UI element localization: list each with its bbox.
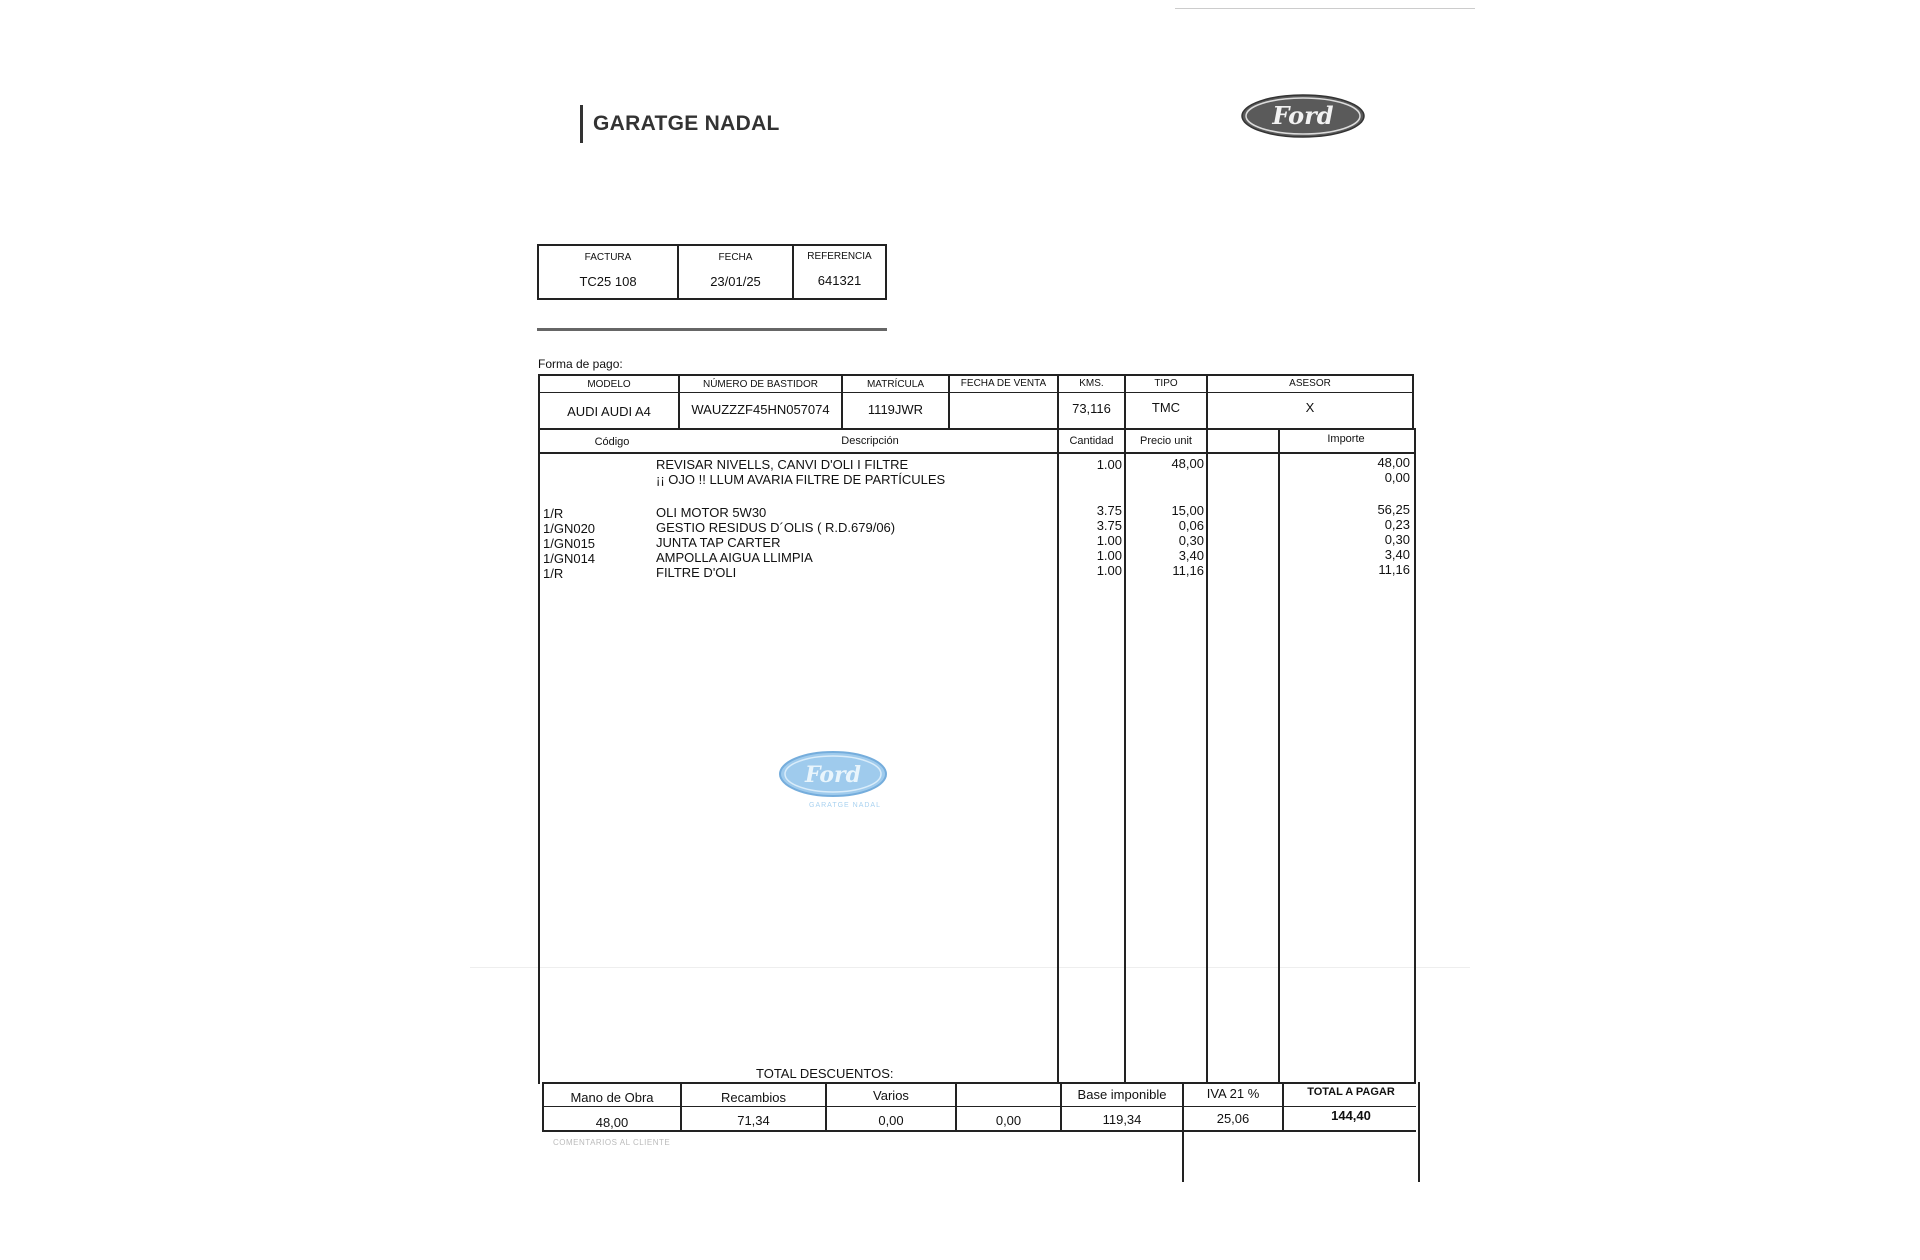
iva-value: 25,06: [1216, 1111, 1250, 1126]
line-importe: 0,00: [1384, 470, 1410, 485]
recambios-value: 71,34: [737, 1113, 770, 1128]
line-descripcion: OLI MOTOR 5W30: [656, 505, 767, 520]
line-descripcion: FILTRE D'OLI: [656, 565, 737, 580]
recambios-label: Recambios: [720, 1090, 787, 1105]
fecha-value: 23/01/25: [710, 274, 761, 289]
vehicle-table-labelline: [538, 392, 1414, 393]
line-importe: 11,16: [1378, 562, 1410, 577]
line-precio: 48,00: [1171, 456, 1204, 471]
lines-header-top: [538, 428, 1414, 430]
header-box-top: [537, 244, 887, 246]
lines-div-blank: [1206, 428, 1208, 1084]
line-cantidad: 3.75: [1096, 518, 1122, 533]
bastidor-label: NÚMERO DE BASTIDOR: [702, 379, 818, 390]
asesor-label: ASESOR: [1289, 378, 1331, 389]
line-cantidad: 3.75: [1096, 503, 1122, 518]
line-precio: 3,40: [1178, 548, 1204, 563]
line-precio: 15,00: [1171, 503, 1204, 518]
line-cantidad: 1.00: [1096, 533, 1122, 548]
vehicle-table-top: [538, 374, 1414, 376]
header-box-right: [885, 244, 887, 300]
ford-logo-text: Ford: [1272, 101, 1334, 130]
totals-mid: [542, 1106, 1416, 1107]
precio-unit-header: Precio unit: [1140, 435, 1192, 447]
line-descripcion: ¡¡ OJO !! LLUM AVARIA FILTRE DE PARTÍCULES: [656, 472, 946, 487]
line-codigo: 1/GN015: [543, 536, 596, 551]
tipo-label: TIPO: [1154, 378, 1178, 389]
lines-header-bottom: [538, 452, 1414, 454]
stamp-logo-text: Ford: [804, 762, 862, 788]
line-descripcion: REVISAR NIVELLS, CANVI D'OLI I FILTRE: [656, 457, 909, 472]
bastidor-value: WAUZZZF45HN057074: [691, 402, 830, 417]
separator-line: [537, 328, 887, 331]
codigo-header: Código: [594, 436, 630, 448]
total-descuentos-label: TOTAL DESCUENTOS:: [756, 1066, 894, 1081]
scan-artifact-line: [1175, 8, 1475, 9]
fecha-label: FECHA: [718, 252, 753, 263]
lines-border-left: [538, 428, 540, 1084]
base-imponible-value: 119,34: [1102, 1112, 1142, 1127]
asesor-value: X: [1305, 400, 1315, 415]
company-name: GARATGE NADAL: [593, 112, 780, 135]
line-precio: 0,06: [1178, 518, 1204, 533]
referencia-value: 641321: [817, 273, 862, 288]
stamp-subtext: GARATGE NADAL: [809, 802, 881, 809]
line-codigo: 1/R: [543, 506, 564, 521]
line-importe: 56,25: [1377, 502, 1410, 517]
kms-value: 73,116: [1072, 401, 1111, 416]
mano-obra-value: 48,00: [595, 1115, 629, 1130]
line-importe: 48,00: [1377, 455, 1410, 470]
descripcion-header: Descripción: [841, 435, 899, 447]
matricula-label: MATRÍCULA: [866, 379, 925, 390]
modelo-value: AUDI AUDI A4: [567, 404, 651, 419]
matricula-value: 1119JWR: [867, 402, 924, 417]
varios-value: 0,00: [878, 1113, 904, 1128]
importe-header: Importe: [1327, 433, 1365, 445]
line-precio: 0,30: [1178, 533, 1204, 548]
tipo-value: TMC: [1151, 400, 1181, 415]
line-cantidad: 1.00: [1096, 563, 1122, 578]
company-stamp-icon: [775, 745, 915, 815]
total-a-pagar-label: TOTAL A PAGAR: [1307, 1086, 1395, 1098]
totals-top: [542, 1082, 1416, 1084]
line-importe: 3,40: [1384, 547, 1410, 562]
base-imponible-label: Base imponible: [1077, 1087, 1167, 1102]
fecha-venta-label: FECHA DE VENTA: [960, 378, 1047, 389]
header-box-bottom: [537, 298, 887, 300]
line-importe: 0,30: [1384, 532, 1410, 547]
cantidad-header: Cantidad: [1069, 435, 1114, 447]
factura-value: TC25 108: [579, 274, 637, 289]
line-precio: 11,16: [1172, 563, 1204, 578]
ford-logo-icon: [1240, 93, 1366, 139]
forma-de-pago-label: Forma de pago:: [538, 357, 623, 371]
vehicle-col-7: [1412, 374, 1414, 430]
iva-label: IVA 21 %: [1206, 1086, 1260, 1101]
line-cantidad: 1.00: [1096, 548, 1122, 563]
factura-label: FACTURA: [584, 252, 632, 263]
line-codigo: 1/R: [543, 566, 564, 581]
modelo-label: MODELO: [587, 379, 631, 390]
comentarios-label: COMENTARIOS AL CLIENTE: [553, 1138, 671, 1147]
mano-obra-label: Mano de Obra: [570, 1090, 654, 1105]
line-descripcion: JUNTA TAP CARTER: [656, 535, 781, 550]
kms-label: KMS.: [1079, 378, 1104, 389]
line-importe: 0,23: [1384, 517, 1410, 532]
line-codigo: 1/GN020: [543, 521, 596, 536]
line-cantidad: 1.00: [1096, 457, 1122, 472]
totals-bottom: [542, 1130, 1416, 1132]
line-descripcion: GESTIO RESIDUS D´OLIS ( R.D.679/06): [656, 520, 896, 535]
referencia-label: REFERENCIA: [807, 251, 872, 262]
totals-col-7: [1418, 1082, 1420, 1182]
line-codigo: 1/GN014: [543, 551, 596, 566]
descuentos-value: 0,00: [995, 1113, 1022, 1128]
varios-label: Varios: [873, 1088, 909, 1103]
brand-divider: [580, 105, 583, 143]
line-descripcion: AMPOLLA AIGUA LLIMPIA: [656, 550, 813, 565]
scan-artifact-line: [470, 967, 1470, 968]
total-a-pagar-value: 144,40: [1331, 1108, 1371, 1123]
lines-border-right: [1414, 428, 1416, 1084]
